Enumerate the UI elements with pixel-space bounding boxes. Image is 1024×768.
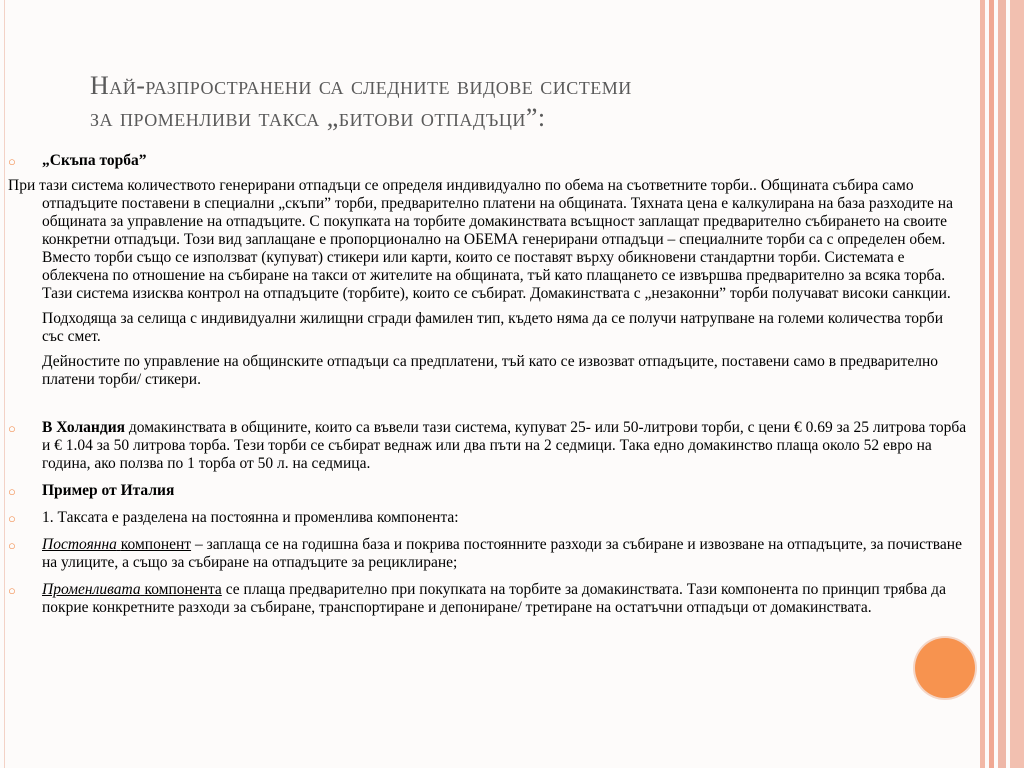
fixed-label-italic: Постоянна <box>42 536 117 553</box>
bullet-point-skapa-torba <box>8 152 968 170</box>
variable-text: се плаща предварително при покупката на торбите за домакинствата. Тази компонента по принцип трябва да покрие конкретните разходи за събиране, транспортиране и депониране/ третиране на остатъчни отпадъци от домакинствата. <box>42 581 946 616</box>
paragraph-prepaid-activities: Дейностите по управление на общинските отпадъци са предплатени, тъй като се извозват отпадъците, поставени само в предварително платени торби/ стикери. <box>42 353 939 388</box>
paragraph-suitability: Подходяща за селища с индивидуални жилищни сгради фамилен тип, където няма да се получи натрупване на големи количества торби със смет. <box>42 310 943 345</box>
variable-label-italic: Променливата <box>42 581 141 598</box>
ring-bullet-icon: ○ <box>8 583 16 598</box>
bullet-point-fixed-component <box>8 536 968 572</box>
title-line-1: Най-разпространени са следните видове системи <box>90 71 632 100</box>
paragraph-system-description: При тази система количеството генерирани отпадъци се определя индивидуално по обема на съответните торби.. Общината събира само отпадъците поставени в специални „скъпи” торби, предварително платени на общината. Тяхната цена е калкулирана на база разходите на общината за управление на отпадъците. С покупката на торбите домакинствата всъщност заплащат предварително събирането на своите конкретни отпадъци. Този вид заплащане е пропорционално на ОБЕМА генерирани отпадъци – специалните торби са с определен обем. Вместо торби също се използват (купуват) стикери или карти, които се поставят върху обикновени стандартни торби. Системата е облекчена по отношение на събиране на такси от жителите на общината, тъй като плащането се извършва предварително за всяка торба. Тази система изисква контрол на отпадъците (торбите), които се събират. Домакинствата с „незаконни” торби получават високи санкции. <box>8 177 953 302</box>
bullet-point-variable-component <box>8 581 968 617</box>
title-line-2: за променливи такса „битови отпадъци”: <box>90 103 546 132</box>
fee-split-text: 1. Таксата е разделена на постоянна и променлива компонента: <box>42 509 459 526</box>
decorative-orange-circle <box>915 638 975 698</box>
italy-heading: Пример от Италия <box>42 482 175 499</box>
decorative-stripes <box>976 0 1024 768</box>
ring-bullet-icon: ○ <box>8 154 16 169</box>
left-border-line <box>4 0 5 768</box>
fixed-label-component: компонент <box>120 536 192 553</box>
ring-bullet-icon: ○ <box>8 538 16 553</box>
fixed-text: – заплаща се на годишна база и покрива постоянните разходи за събиране и извозване на отпадъците, за почистване на улиците, а също за събиране на отпадъците за рециклиране; <box>42 536 962 571</box>
bullet-point-holland <box>8 419 968 473</box>
bullet-heading: „Скъпа торба” <box>42 152 147 169</box>
ring-bullet-icon: ○ <box>8 511 16 526</box>
slide-title <box>90 70 890 134</box>
holland-heading: В Холандия <box>42 419 126 436</box>
slide-content <box>8 152 968 617</box>
variable-label-component: компонента <box>144 581 222 598</box>
holland-text: домакинствата в общините, които са въвели тази система, купуват 25- или 50-литрови торби, с цени € 0.69 за 25 литрова торба и € 1.04 за 50 литрова торба. Тези торби се събират веднаж или два пъти на 2 седмици. Така едно домакинство плаща около 52 евро на година, ако ползва по 1 торба от 50 л. на седмица. <box>42 419 967 472</box>
bullet-point-italy <box>8 482 968 500</box>
ring-bullet-icon: ○ <box>8 421 16 436</box>
ring-bullet-icon: ○ <box>8 484 16 499</box>
bullet-point-fee-split <box>8 509 968 527</box>
